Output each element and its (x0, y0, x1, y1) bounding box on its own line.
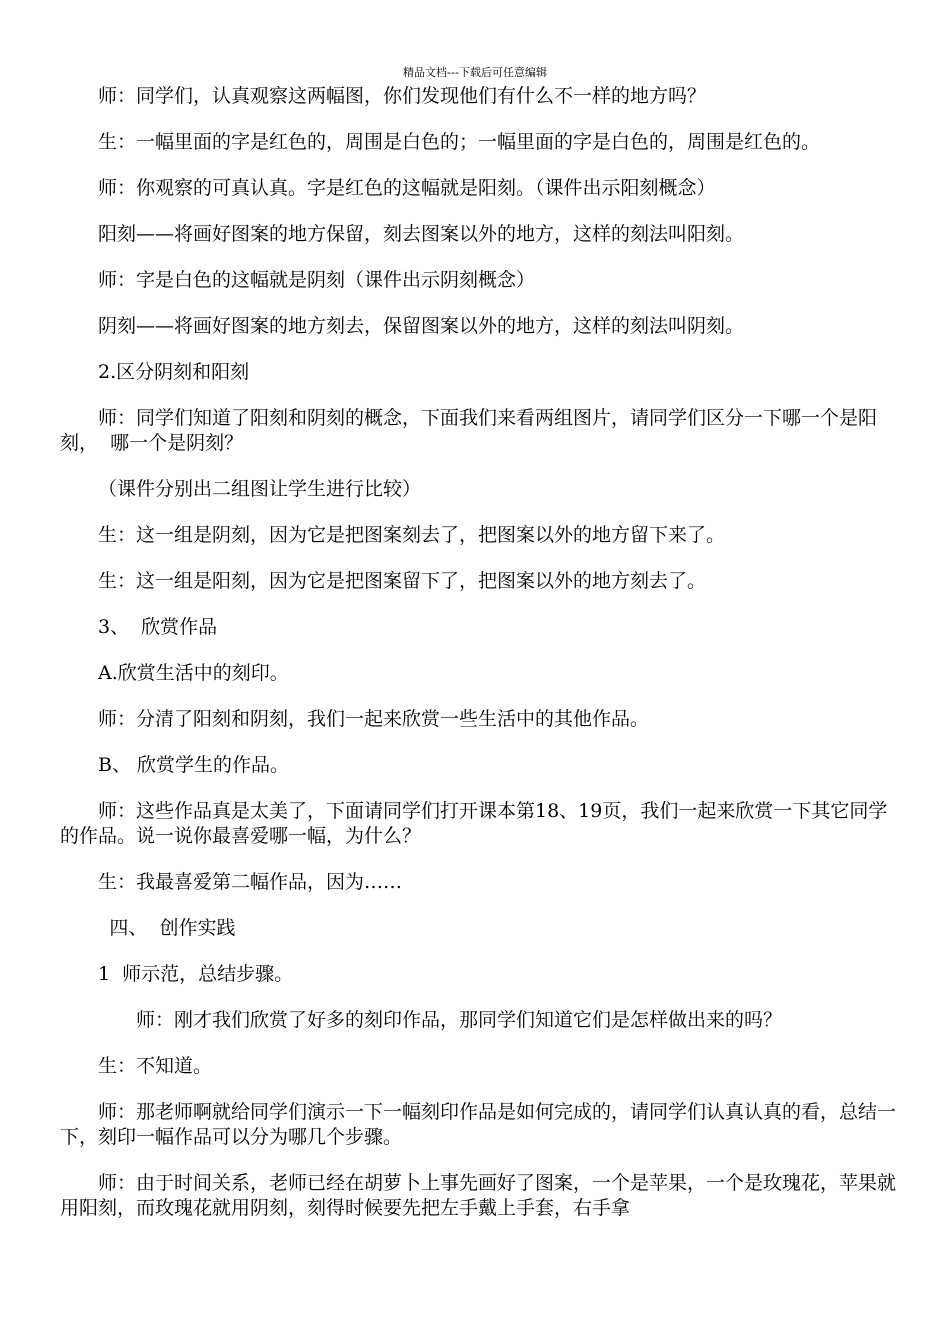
paragraph: 师：分清了阳刻和阴刻，我们一起来欣赏一些生活中的其他作品。 (98, 708, 650, 730)
paragraph: 师：字是白色的这幅就是阴刻（课件出示阴刻概念） (98, 269, 536, 291)
paragraph: 师：同学们知道了阳刻和阴刻的概念，下面我们来看两组图片，请同学们区分一下哪一个是阳刻， 哪一个是阴刻？ (60, 407, 878, 454)
section-heading: 四、 创作实践 (109, 917, 236, 939)
subheading: A.欣赏生活中的刻印。 (98, 662, 289, 684)
paragraph: （课件分别出二组图让学生进行比较） (98, 478, 422, 500)
document-body (60, 84, 900, 1242)
subheading: 2.区分阴刻和阳刻 (98, 361, 250, 383)
paragraph: 生：一幅里面的字是红色的，周围是白色的；一幅里面的字是白色的，周围是红色的。 (98, 131, 821, 153)
paragraph: 师：刚才我们欣赏了好多的刻印作品，那同学们知道它们是怎样做出来的吗？ (136, 1009, 783, 1031)
subheading: B、 欣赏学生的作品。 (98, 754, 290, 776)
paragraph: 生：我最喜爱第二幅作品，因为…… (98, 871, 403, 893)
paragraph: 生：这一组是阴刻，因为它是把图案刻去了，把图案以外的地方留下来了。 (98, 524, 726, 546)
subheading: 3、 欣赏作品 (98, 616, 218, 638)
paragraph: 阴刻——将画好图案的地方刻去，保留图案以外的地方，这样的刻法叫阴刻。 (98, 315, 745, 337)
paragraph: 阳刻——将画好图案的地方保留，刻去图案以外的地方，这样的刻法叫阳刻。 (98, 223, 745, 245)
page-header: 精品文档---下载后可任意编辑 (403, 66, 547, 79)
paragraph: 师：这些作品真是太美了，下面请同学们打开课本第18、19页，我们一起来欣赏一下其它同学的作品。说一说你最喜爱哪一幅，为什么？ (60, 800, 888, 847)
paragraph: 师：你观察的可真认真。字是红色的这幅就是阳刻。（课件出示阳刻概念） (98, 177, 716, 199)
paragraph: 师：那老师啊就给同学们演示一下一幅刻印作品是如何完成的，请同学们认真认真的看，总结一下，刻印一幅作品可以分为哪几个步骤。 (60, 1101, 897, 1148)
paragraph: 师：由于时间关系，老师已经在胡萝卜上事先画好了图案，一个是苹果，一个是玫瑰花，苹果就用阳刻，而玫瑰花就用阴刻，刻得时候要先把左手戴上手套，右手拿 (60, 1172, 897, 1219)
paragraph: 生：这一组是阳刻，因为它是把图案留下了，把图案以外的地方刻去了。 (98, 570, 707, 592)
paragraph: 生：不知道。 (98, 1055, 213, 1077)
subheading: 1 师示范，总结步骤。 (98, 963, 294, 985)
paragraph: 师：同学们，认真观察这两幅图，你们发现他们有什么不一样的地方吗？ (98, 85, 707, 107)
